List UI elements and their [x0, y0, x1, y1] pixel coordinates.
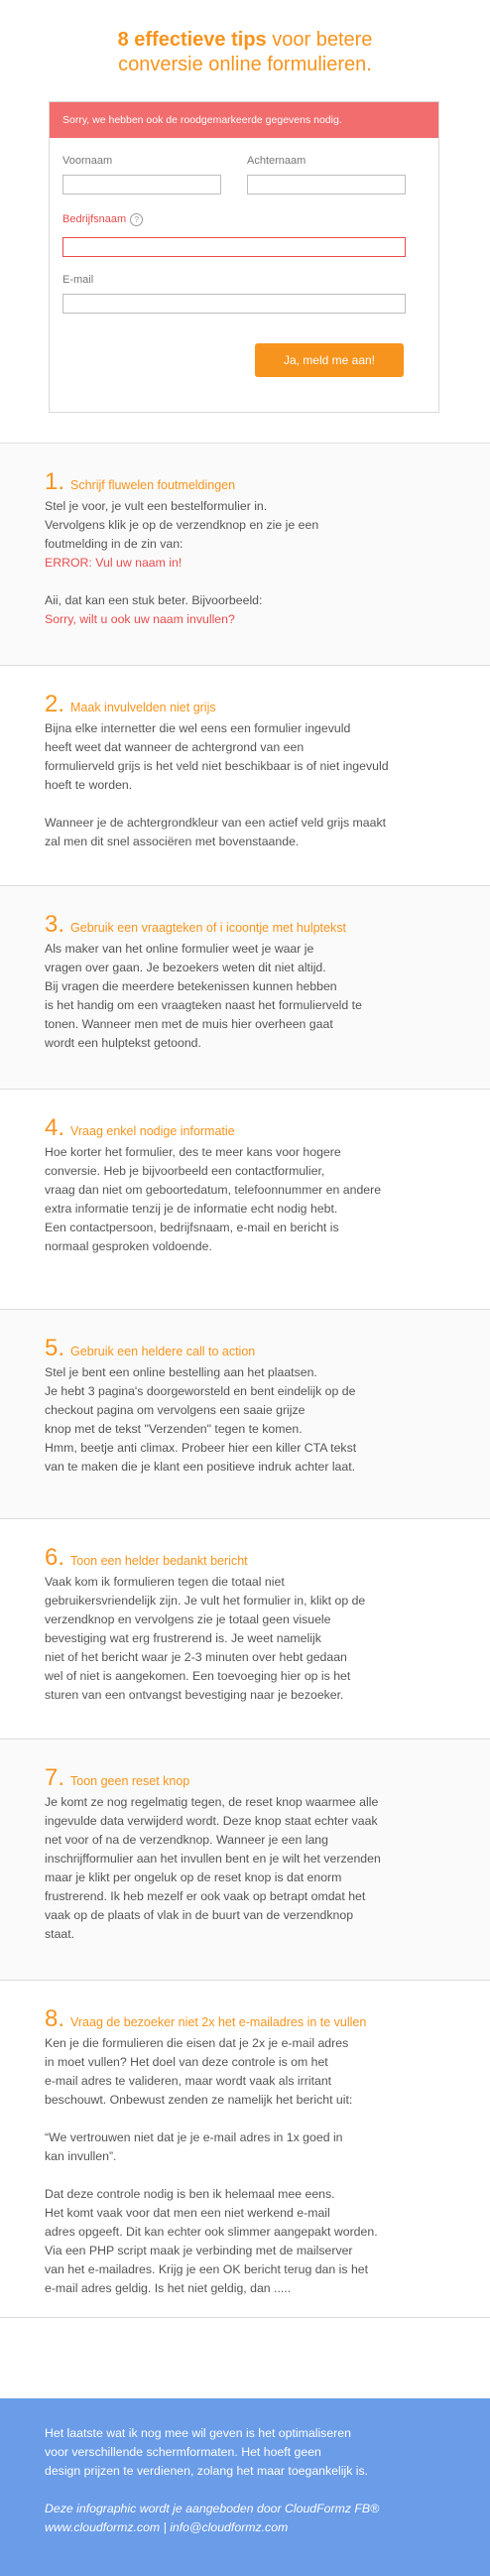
company-label-text: Bedrijfsnaam — [62, 213, 127, 225]
footer-line-1: Het laatste wat ik nog mee wil geven is het optimaliseren — [45, 2426, 351, 2440]
tip-section-8 — [0, 1981, 490, 2318]
tip-section-2 — [0, 666, 490, 886]
tip-number: 2. — [45, 691, 65, 717]
title-line-1 — [0, 28, 490, 53]
error-banner: Sorry, we hebben ook de roodgemarkeerde gegevens nodig. — [50, 102, 438, 138]
tip-number: 4. — [45, 1114, 65, 1141]
tip-body — [45, 2034, 460, 2298]
title-line-1-rest: voor betere — [266, 29, 373, 51]
tip-text-line: knop met de tekst "Verzenden" tegen te komen. — [45, 1422, 303, 1436]
tip-text-line: net voor of na de verzendknop. Wanneer je een lang — [45, 1833, 328, 1847]
tip-title: Toon een helder bedankt bericht — [70, 1554, 248, 1568]
tip-title: Vraag enkel nodige informatie — [70, 1124, 235, 1138]
tip-text-line: vragen over gaan. Je bezoekers weten dit niet altijd. — [45, 961, 326, 974]
title-line-2: conversie online formulieren. — [118, 54, 372, 75]
company-label — [62, 213, 143, 226]
tip-title: Vraag de bezoeker niet 2x het e-mailadres in te vullen — [70, 2015, 367, 2029]
tip-text-line: in moet vullen? Het doel van deze controle is om het — [45, 2055, 328, 2069]
tip-number: 1. — [45, 468, 65, 495]
tip-number: 6. — [45, 1544, 65, 1571]
submit-button[interactable]: Ja, meld me aan! — [255, 343, 404, 377]
tip-text-line: normaal gesproken voldoende. — [45, 1239, 212, 1253]
tip-body — [45, 1793, 460, 1944]
first-name-label: Voornaam — [62, 155, 113, 167]
tip-title: Gebruik een heldere call to action — [70, 1345, 256, 1358]
tip-text-line: e-mail adres geldig. Is het niet geldig, dan ..... — [45, 2281, 292, 2295]
tip-text-line: verzendknop en vervolgens zie je totaal geen visuele — [45, 1612, 331, 1626]
email-input[interactable] — [62, 294, 406, 314]
tip-body — [45, 1143, 460, 1256]
tip-text-line: extra informatie tenzij je de informatie echt nodig hebt. — [45, 1202, 338, 1216]
tip-text-line: zal men dit snel associëren met bovenstaande. — [45, 835, 300, 848]
example-form — [49, 101, 439, 413]
tip-text-line: Vaak kom ik formulieren tegen die totaal niet — [45, 1575, 285, 1589]
tip-text-line: Aii, dat kan een stuk beter. Bijvoorbeeld: — [45, 593, 263, 607]
tip-title: Toon geen reset knop — [70, 1774, 190, 1788]
tip-section-6 — [0, 1519, 490, 1739]
tip-text-line: Via een PHP script maak je verbinding met de mailserver — [45, 2244, 353, 2257]
tip-text-line: Dat deze controle nodig is ben ik helemaal mee eens. — [45, 2187, 335, 2201]
last-name-input[interactable] — [247, 175, 406, 194]
tip-text-line: conversie. Heb je bijvoorbeeld een contactformulier, — [45, 1164, 325, 1178]
tip-text-line: foutmelding in de zin van: — [45, 537, 184, 551]
tip-text-line: Een contactpersoon, bedrijfsnaam, e-mail en bericht is — [45, 1221, 339, 1234]
tip-number: 5. — [45, 1335, 65, 1361]
example-message: ERROR: Vul uw naam in! — [45, 556, 183, 570]
header-section — [0, 0, 490, 444]
tip-section-7 — [0, 1739, 490, 1981]
tip-heading — [45, 1335, 460, 1362]
tip-text-line: wordt een hulptekst getoond. — [45, 1036, 201, 1050]
tip-text-line: vraag dan niet om geboortedatum, telefoonnummer en andere — [45, 1183, 382, 1197]
tip-number: 8. — [45, 2005, 65, 2032]
tip-text-line: inschrijfformulier aan het invullen bent en je wilt het verzenden — [45, 1852, 381, 1866]
tip-text-line: tonen. Wanneer men met de muis hier overheen gaat — [45, 1017, 333, 1031]
tip-text-line: Hoe korter het formulier, des te meer kans voor hogere — [45, 1145, 341, 1159]
tip-body — [45, 940, 460, 1053]
tip-number: 3. — [45, 911, 65, 938]
tip-text-line: ingevulde data verwijderd wordt. Deze knop staat echter vaak — [45, 1814, 378, 1828]
tip-text-line: bevestiging wat erg frustrerend is. Je weet namelijk — [45, 1631, 321, 1645]
tip-text-line: vaak op de plaats of vlak in de buurt van de verzendknop — [45, 1908, 354, 1922]
help-icon[interactable]: ? — [130, 213, 143, 226]
tip-text-line: sturen van een ontvangst bevestiging naar je bezoeker. — [45, 1688, 344, 1702]
tip-body — [45, 497, 460, 629]
tip-heading — [45, 1764, 460, 1792]
tip-text-line: Stel je bent een online bestelling aan het plaatsen. — [45, 1365, 317, 1379]
tip-text-line: adres opgeeft. Dit kan echter ook slimmer aangepakt worden. — [45, 2225, 378, 2239]
tip-title: Schrijf fluwelen foutmeldingen — [70, 478, 236, 492]
tip-text-line: Het komt vaak voor dat men een niet werkend e-mail — [45, 2206, 330, 2220]
tip-text-line: “We vertrouwen niet dat je je e-mail adres in 1x goed in — [45, 2130, 343, 2144]
footer-contact[interactable]: www.cloudformz.com | info@cloudformz.com — [45, 2520, 289, 2534]
page-title — [0, 28, 490, 77]
tip-text-line — [45, 573, 460, 591]
tip-text-line: Vervolgens klik je op de verzendknop en zie je een — [45, 518, 319, 532]
tip-section-4 — [0, 1090, 490, 1310]
email-label: E-mail — [62, 274, 94, 286]
tip-text-line: Bijna elke internetter die wel eens een formulier ingevuld — [45, 721, 351, 735]
tip-text-line: frustrerend. Ik heb mezelf er ook vaak op betrapt omdat het — [45, 1889, 366, 1903]
tip-heading — [45, 468, 460, 496]
first-name-input[interactable] — [62, 175, 221, 194]
tip-text-line: Je komt ze nog regelmatig tegen, de reset knop waarmee alle — [45, 1795, 379, 1809]
tip-heading — [45, 1544, 460, 1572]
tip-text-line: heeft weet dat wanneer de achtergrond van een — [45, 740, 305, 754]
tip-section-3 — [0, 886, 490, 1090]
tips-list — [0, 444, 490, 2318]
tip-title: Maak invulvelden niet grijs — [70, 701, 216, 714]
tip-section-5 — [0, 1310, 490, 1519]
tip-text-line: niet of het bericht waar je 2-3 minuten over hebt gedaan — [45, 1650, 347, 1664]
tip-text-line: e-mail adres te valideren, maar wordt vaak als irritant — [45, 2074, 332, 2088]
tip-text-line: gebruikersvriendelijk zijn. Je vult het formulier in, klikt op de — [45, 1594, 366, 1608]
tip-text-line: is het handig om een vraagteken naast het formulierveld te — [45, 998, 362, 1012]
tip-text-line: Je hebt 3 pagina's doorgeworsteld en bent eindelijk op de — [45, 1384, 356, 1398]
tip-body — [45, 1363, 460, 1477]
tip-text-line: Hmm, beetje anti climax. Probeer hier een killer CTA tekst — [45, 1441, 357, 1455]
tip-body — [45, 1573, 460, 1705]
tip-text-line — [45, 795, 460, 814]
tip-text-line: van het e-mailadres. Krijg je een OK bericht terug dan is het — [45, 2262, 369, 2276]
tip-heading — [45, 691, 460, 718]
tip-text-line: hoeft te worden. — [45, 778, 133, 792]
tip-title: Gebruik een vraagteken of i icoontje met hulptekst — [70, 921, 346, 935]
title-highlight: 8 effectieve tips — [117, 29, 267, 51]
tip-text-line: checkout pagina om vervolgens een saaie grijze — [45, 1403, 306, 1417]
tip-section-1 — [0, 444, 490, 666]
tip-text-line: van te maken die je klant een positieve indruk achter laat. — [45, 1460, 356, 1474]
tip-heading — [45, 1114, 460, 1142]
tip-body — [45, 719, 460, 851]
footer-line-2: voor verschillende schermformaten. Het hoeft geen — [45, 2445, 321, 2459]
tip-text-line: formulierveld grijs is het veld niet beschikbaar is of niet ingevuld — [45, 759, 389, 773]
footer-credit: Deze infographic wordt je aangeboden door CloudFormz FB® — [45, 2502, 380, 2515]
footer-line-3: design prijzen te verdienen, zolang het maar toegankelijk is. — [45, 2464, 369, 2478]
tip-text-line: Stel je voor, je vult een bestelformulier in. — [45, 499, 268, 513]
tip-text-line — [45, 2166, 460, 2185]
tip-text-line: kan invullen”. — [45, 2149, 117, 2163]
example-message: Sorry, wilt u ook uw naam invullen? — [45, 612, 235, 626]
footer-section — [0, 2398, 490, 2576]
tip-text-line: Bij vragen die meerdere betekenissen kunnen hebben — [45, 979, 337, 993]
tip-number: 7. — [45, 1764, 65, 1791]
tip-text-line: Ken je die formulieren die eisen dat je 2x je e-mail adres — [45, 2036, 349, 2050]
company-input[interactable] — [62, 237, 406, 257]
tip-text-line: Wanneer je de achtergrondkleur van een actief veld grijs maakt — [45, 816, 387, 830]
tip-text-line: staat. — [45, 1927, 75, 1941]
tip-heading — [45, 911, 460, 939]
tip-text-line: wel of niet is aangekomen. Een toevoeging hier op is het — [45, 1669, 351, 1683]
tip-text-line — [45, 2110, 460, 2128]
tip-heading — [45, 2005, 460, 2033]
tip-text-line: Als maker van het online formulier weet je waar je — [45, 942, 314, 956]
tip-text-line: beschouwt. Onbewust zenden ze namelijk het bericht uit: — [45, 2093, 353, 2107]
last-name-label: Achternaam — [247, 155, 306, 167]
tip-text-line: maar je klikt per ongeluk op de reset knop is dat enorm — [45, 1870, 342, 1884]
